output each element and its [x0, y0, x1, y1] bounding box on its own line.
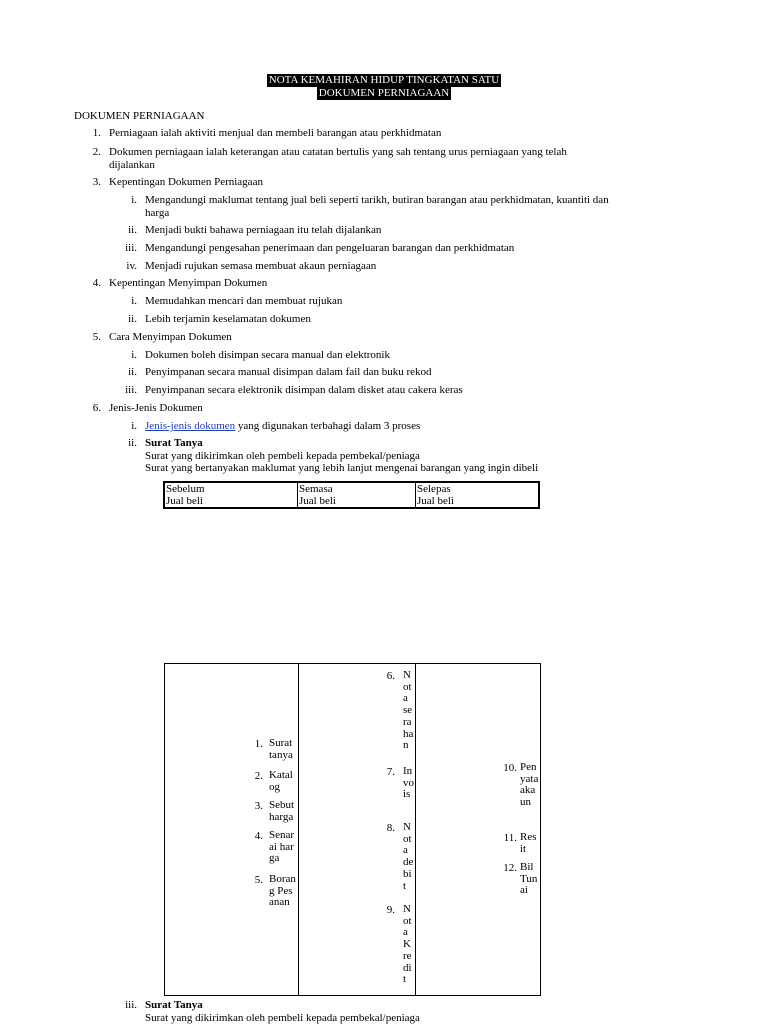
table-cell-during: Semasa Jual beli — [298, 483, 416, 507]
document-title-line-1: NOTA KEMAHIRAN HIDUP TINGKATAN SATU — [268, 74, 500, 86]
table-divider — [298, 664, 299, 995]
sub-item-title: Surat Tanya — [145, 999, 203, 1011]
sub-item-title: Surat Tanya — [145, 437, 203, 449]
table-cell-after: Selepas Jual beli — [417, 483, 454, 507]
document-list-table: 1. Surat tanya 2. Katalog 3. Sebut harga 4. Senarai harga 5. Borang Pesanan 6. Nota serahan 7. Invois 8. Nota debit 9. Nota Kredit 10. Penyata akaun 11. Resit 12. Bil Tunai — [164, 663, 541, 996]
document-types-link[interactable]: Jenis-jenis dokumen — [145, 420, 236, 432]
document-title-line-2: DOKUMEN PERNIAGAAN — [318, 87, 450, 99]
table-cell-before: Sebelum Jual beli — [165, 483, 298, 507]
table-divider — [415, 664, 416, 995]
section-heading: DOKUMEN PERNIAGAAN — [74, 110, 205, 122]
process-table — [163, 481, 540, 509]
